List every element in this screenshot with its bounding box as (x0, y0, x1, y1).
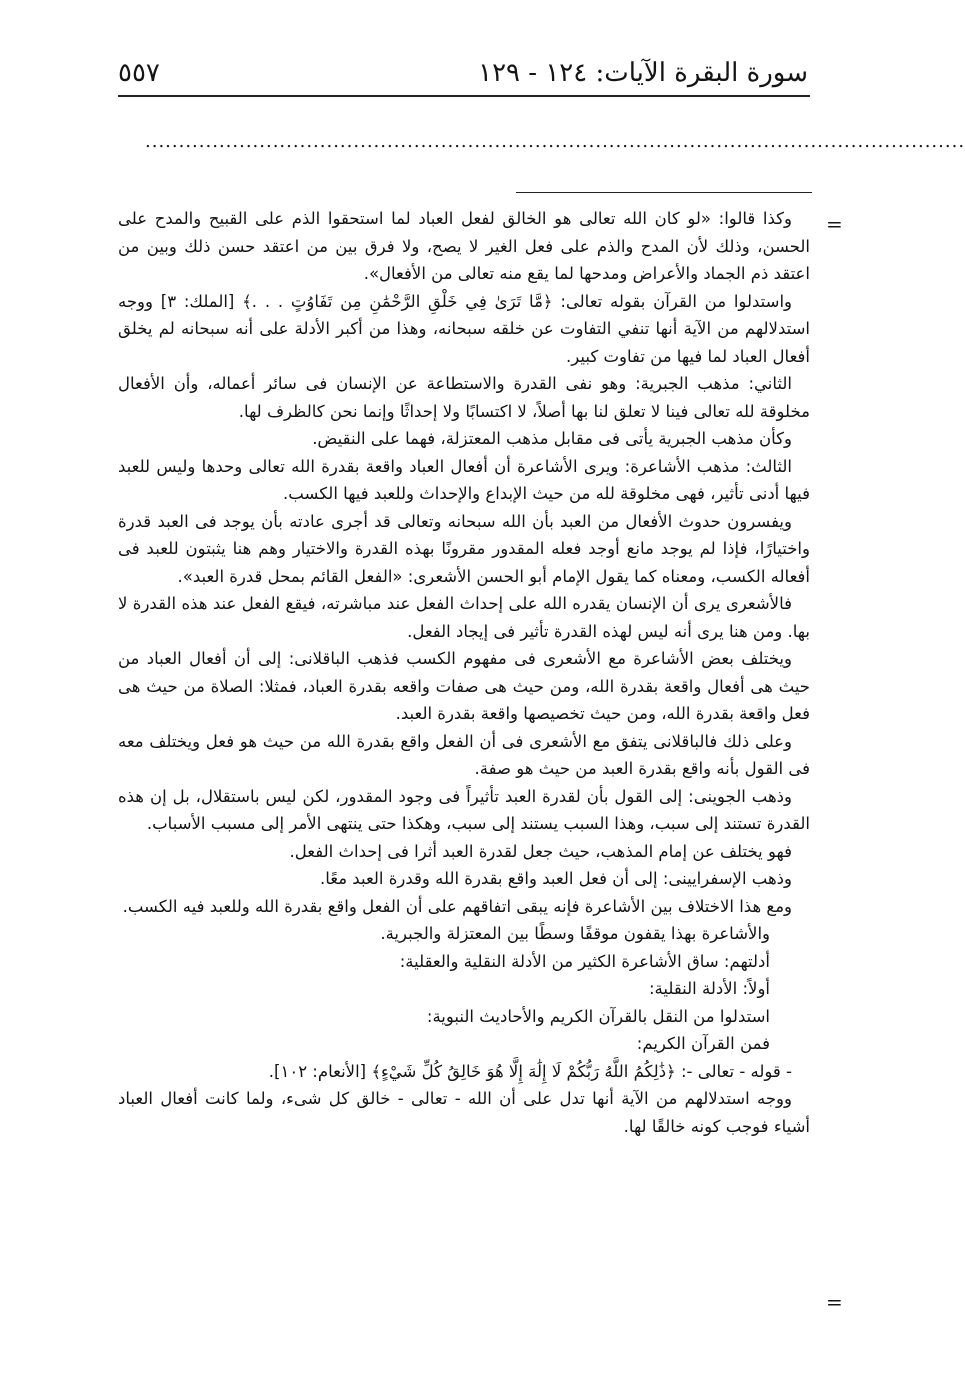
dotted-separator: .......................................................................................................................... (145, 131, 965, 152)
paragraph: فهو يختلف عن إمام المذهب، حيث جعل لقدرة العبد أثرا فى إحداث الفعل. (289, 841, 792, 861)
page-header (118, 52, 808, 92)
short-line: والأشاعرة بهذا يقفون موقفًا وسطًا بين المعتزلة والجبرية. (380, 924, 770, 943)
short-line: فمن القرآن الكريم: (636, 1034, 770, 1053)
continuation-marker-bottom: = (826, 1290, 843, 1314)
paragraph: وكأن مذهب الجبرية يأتى فى مقابل مذهب المعتزلة، فهما على النقيض. (312, 429, 792, 448)
footnote-text (118, 205, 810, 1140)
header-rule (118, 95, 810, 97)
paragraph: الثالث: مذهب الأشاعرة: ويرى الأشاعرة أن أفعال العباد واقعة بقدرة الله تعالى وحدها وليس للعبد فيها أدنى تأثير، فهى مخلوقة لله من حيث الإبداع والإحداث وللعبد فيها الكسب. (118, 456, 810, 503)
continuation-marker-top: = (826, 212, 843, 236)
short-line: استدلوا من النقل بالقرآن الكريم والأحاديث النبوية: (426, 1006, 770, 1026)
paragraph: وعلى ذلك فالباقلانى يتفق مع الأشعرى فى أن الفعل واقع بقدرة الله من حيث هو فعل ويختلف معه فى القول بأنه واقع بقدرة العبد من حيث هو صفة. (118, 731, 810, 778)
paragraph: واستدلوا من القرآن بقوله تعالى: ﴿مَّا تَرَىٰ فِي خَلْقِ الرَّحْمَٰنِ مِن تَفَاوُتٍ . . .﴾ [الملك: ٣] ووجه استدلالهم من الآية أنها تنفي التفاوت عن خلقه سبحانه، وهذا من أكبر الأدلة على أنه سبحانه لم يخلق أفعال العباد لما فيها من تفاوت كبير. (118, 291, 810, 366)
short-line: أدلتهم: ساق الأشاعرة الكثير من الأدلة النقلية والعقلية: (399, 951, 770, 971)
paragraph: ووجه استدلالهم من الآية أنها تدل على أن الله - تعالى - خالق كل شىء، ولما كانت أفعال العباد أشياء فوجب كونه خالقًا لها. (118, 1089, 810, 1136)
paragraph: وكذا قالوا: «لو كان الله تعالى هو الخالق لفعل العباد لما استحقوا الذم على القبيح والمدح على الحسن، وذلك لأن المدح والذم على فعل الغير لا يصح، ولا فرق بين من اعتقد حسن ذلك وبين من اعتقد ذم الجماد والأعراض ومدحها لما يقع منه تعالى من الأفعال». (118, 209, 810, 283)
paragraph: الثاني: مذهب الجبرية: وهو نفى القدرة والاستطاعة عن الإنسان فى سائر أعماله، وأن الأفعال مخلوقة لله تعالى فينا لا تعلق لنا بها أصلاً، لا اكتسابًا ولا إحداثًا وإنما نحن كالظرف لها. (118, 374, 810, 421)
short-line: أولاً: الأدلة النقلية: (648, 979, 770, 998)
paragraph: وذهب الجوينى: إلى القول بأن لقدرة العبد تأثيراً فى وجود المقدور، لكن ليس باستقلال، بل إن هذه القدرة تستند إلى سبب، وهذا السبب يستند إلى سبب، وهكذا حتى ينتهى الأمر إلى مسبب الأسباب. (118, 786, 810, 833)
paragraph: ويفسرون حدوث الأفعال من العبد بأن الله سبحانه وتعالى قد أجرى عادته بأن يوجد فى العبد قدرة واختيارًا، فإذا لم يوجد مانع أوجد فعله المقدور مقرونًا بهذه القدرة والاختيار وهم هنا يثبتون للعبد فى أفعاله الكسب، ومعناه كما يقول الإمام أبو الحسن الأشعرى: «الفعل القائم بمحل قدرة العبد». (118, 511, 810, 586)
quran-quote-line: - قوله - تعالى -: ﴿ذَٰلِكُمُ اللَّهُ رَبُّكُمْ لَا إِلَٰهَ إِلَّا هُوَ خَالِقُ كُلِّ شَيْءٍ﴾ [الأنعام: ١٠٢]. (268, 1061, 792, 1081)
paragraph: فالأشعرى يرى أن الإنسان يقدره الله على إحداث الفعل عند مباشرته، فيقع الفعل عند هذه القدرة لا بها. ومن هنا يرى أنه ليس لهذه القدرة تأثير فى إيجاد الفعل. (118, 594, 810, 641)
running-title: سورة البقرة الآيات: ١٢٤ - ١٢٩ (478, 58, 808, 88)
paragraph: ويختلف بعض الأشاعرة مع الأشعرى فى مفهوم الكسب فذهب الباقلانى: إلى أن أفعال العباد من حيث هى أفعال واقعة بقدرة الله، ومن حيث هى صفات واقعه بقدرة العباد، فمثلا: الصلاة من حيث هى فعل واقعة بقدرة الله، ومن حيث تخصيصها واقعة بقدرة العبد. (118, 649, 810, 723)
page-number: ٥٥٧ (118, 58, 160, 88)
footnote-rule (516, 192, 812, 193)
paragraph: وذهب الإسفرايينى: إلى أن فعل العبد واقع بقدرة الله وقدرة العبد معًا. (319, 869, 792, 888)
paragraph: ومع هذا الاختلاف بين الأشاعرة فإنه يبقى اتفاقهم على أن الفعل واقع بقدرة الله وللعبد فيه الكسب. (122, 896, 792, 916)
